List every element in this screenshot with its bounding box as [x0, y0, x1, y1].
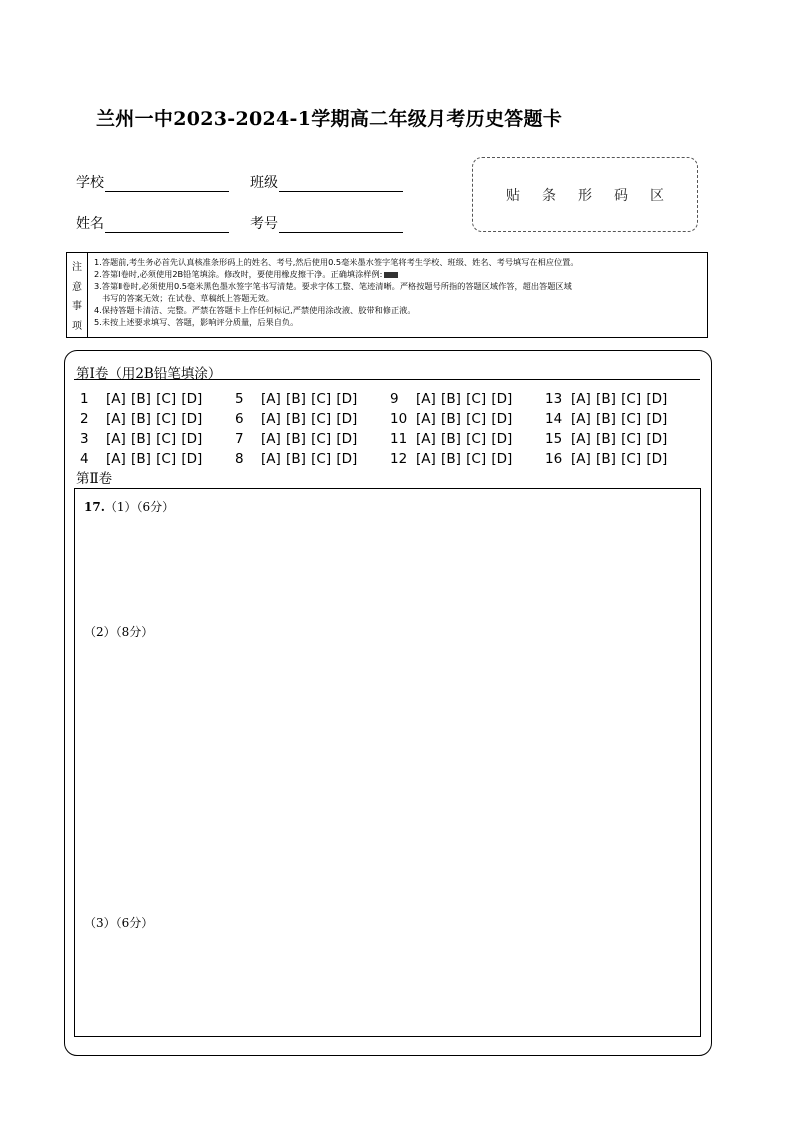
- question-options[interactable]: [A] [B] [C] [D]: [571, 391, 668, 407]
- question-options[interactable]: [A] [B] [C] [D]: [106, 431, 203, 447]
- question-options[interactable]: [A] [B] [C] [D]: [571, 451, 668, 467]
- notice-item: 1.答题前,考生务必首先认真核准条形码上的姓名、考号,然后使用0.5毫米墨水签字笔将考生学校、班级、姓名、考号填写在相应位置。: [94, 257, 579, 267]
- question-number: 9: [390, 391, 399, 407]
- choice-question[interactable]: [235, 450, 390, 468]
- class-label: 班级: [250, 175, 278, 191]
- choice-question[interactable]: [545, 390, 700, 408]
- question-number: 6: [235, 411, 244, 427]
- question-number: 16: [545, 451, 563, 467]
- notice-heading: [67, 253, 88, 337]
- question-options[interactable]: [A] [B] [C] [D]: [416, 451, 513, 467]
- choice-question[interactable]: [80, 410, 235, 428]
- question-number: 15: [545, 431, 563, 447]
- question-options[interactable]: [A] [B] [C] [D]: [106, 451, 203, 467]
- name-field[interactable]: [76, 213, 229, 233]
- question-number: 14: [545, 411, 563, 427]
- question-number: 7: [235, 431, 244, 447]
- choice-question[interactable]: [390, 450, 545, 468]
- notice-heading-char: 项: [72, 320, 82, 332]
- question-options[interactable]: [A] [B] [C] [D]: [416, 391, 513, 407]
- question-options[interactable]: [A] [B] [C] [D]: [571, 431, 668, 447]
- question-number: 5: [235, 391, 244, 407]
- choice-question[interactable]: [545, 410, 700, 428]
- notice-item: 4.保持答题卡清洁、完整。严禁在答题卡上作任何标记,严禁使用涂改液、胶带和修正液。: [94, 305, 416, 315]
- q17-part1-label: （1）（6分）: [104, 500, 175, 514]
- school-line[interactable]: [105, 177, 229, 192]
- notice-item: 2.答第Ⅰ卷时,必须使用2B铅笔填涂。修改时，要使用橡皮擦干净。正确填涂样例:: [94, 269, 383, 279]
- section2-title: 第Ⅱ卷: [76, 471, 113, 487]
- exam-no-label: 考号: [250, 216, 278, 232]
- page-title: 兰州一中2023-2024-1学期高二年级月考历史答题卡: [96, 108, 563, 130]
- notice-item: 书写的答案无效；在试卷、草稿纸上答题无效。: [102, 293, 274, 303]
- question-number: 12: [390, 451, 408, 467]
- choice-grid: [80, 390, 700, 468]
- section1-divider: [74, 379, 700, 380]
- notice-box: [66, 252, 708, 338]
- q17-part2-label: （2）（8分）: [84, 625, 154, 639]
- choice-question[interactable]: [235, 390, 390, 408]
- school-label: 学校: [76, 175, 104, 191]
- choice-question[interactable]: [80, 390, 235, 408]
- notice-heading-char: 意: [72, 281, 82, 293]
- answer-area-q17[interactable]: [74, 488, 701, 1037]
- question-number: 8: [235, 451, 244, 467]
- choice-question[interactable]: [80, 450, 235, 468]
- choice-question[interactable]: [545, 450, 700, 468]
- question-options[interactable]: [A] [B] [C] [D]: [416, 411, 513, 427]
- q17-part3-label: （3）（6分）: [84, 916, 154, 930]
- notice-item-2: [94, 268, 701, 280]
- fill-sample-mark: [384, 272, 398, 278]
- choice-question[interactable]: [235, 410, 390, 428]
- notice-item: 3.答第Ⅱ卷时,必须使用0.5毫米黑色墨水签字笔书写清楚。要求字体工整、笔迹清晰。严格按题号所指的答题区域作答，超出答题区域: [94, 281, 572, 291]
- question-number: 4: [80, 451, 89, 467]
- question-number: 3: [80, 431, 89, 447]
- question-options[interactable]: [A] [B] [C] [D]: [106, 391, 203, 407]
- question-options[interactable]: [A] [B] [C] [D]: [261, 431, 358, 447]
- question-number: 2: [80, 411, 89, 427]
- name-label: 姓名: [76, 216, 104, 232]
- notice-body: [88, 253, 707, 337]
- q17-part1: [84, 498, 174, 515]
- choice-question[interactable]: [545, 430, 700, 448]
- section1-title: 第Ⅰ卷（用2B铅笔填涂）: [76, 366, 222, 382]
- exam-no-field[interactable]: [250, 213, 403, 233]
- question-number: 13: [545, 391, 563, 407]
- question-options[interactable]: [A] [B] [C] [D]: [261, 411, 358, 427]
- notice-heading-char: 注: [72, 262, 82, 274]
- choice-question[interactable]: [235, 430, 390, 448]
- choice-question[interactable]: [80, 430, 235, 448]
- question-options[interactable]: [A] [B] [C] [D]: [106, 411, 203, 427]
- notice-heading-char: 事: [72, 301, 82, 313]
- class-field[interactable]: [250, 172, 403, 192]
- barcode-label: 贴条形码区: [506, 187, 686, 204]
- choice-question[interactable]: [390, 430, 545, 448]
- name-line[interactable]: [105, 218, 229, 233]
- question-number: 1: [80, 391, 89, 407]
- question-options[interactable]: [A] [B] [C] [D]: [416, 431, 513, 447]
- exam-no-line[interactable]: [279, 218, 403, 233]
- question-number: 11: [390, 431, 408, 447]
- class-line[interactable]: [279, 177, 403, 192]
- school-field[interactable]: [76, 172, 229, 192]
- question-options[interactable]: [A] [B] [C] [D]: [571, 411, 668, 427]
- q17-number: 17.: [84, 500, 105, 514]
- question-options[interactable]: [A] [B] [C] [D]: [261, 451, 358, 467]
- choice-question[interactable]: [390, 390, 545, 408]
- barcode-area: [472, 157, 698, 232]
- notice-item: 5.未按上述要求填写、答题，影响评分质量，后果自负。: [94, 317, 299, 327]
- choice-question[interactable]: [390, 410, 545, 428]
- question-options[interactable]: [A] [B] [C] [D]: [261, 391, 358, 407]
- question-number: 10: [390, 411, 408, 427]
